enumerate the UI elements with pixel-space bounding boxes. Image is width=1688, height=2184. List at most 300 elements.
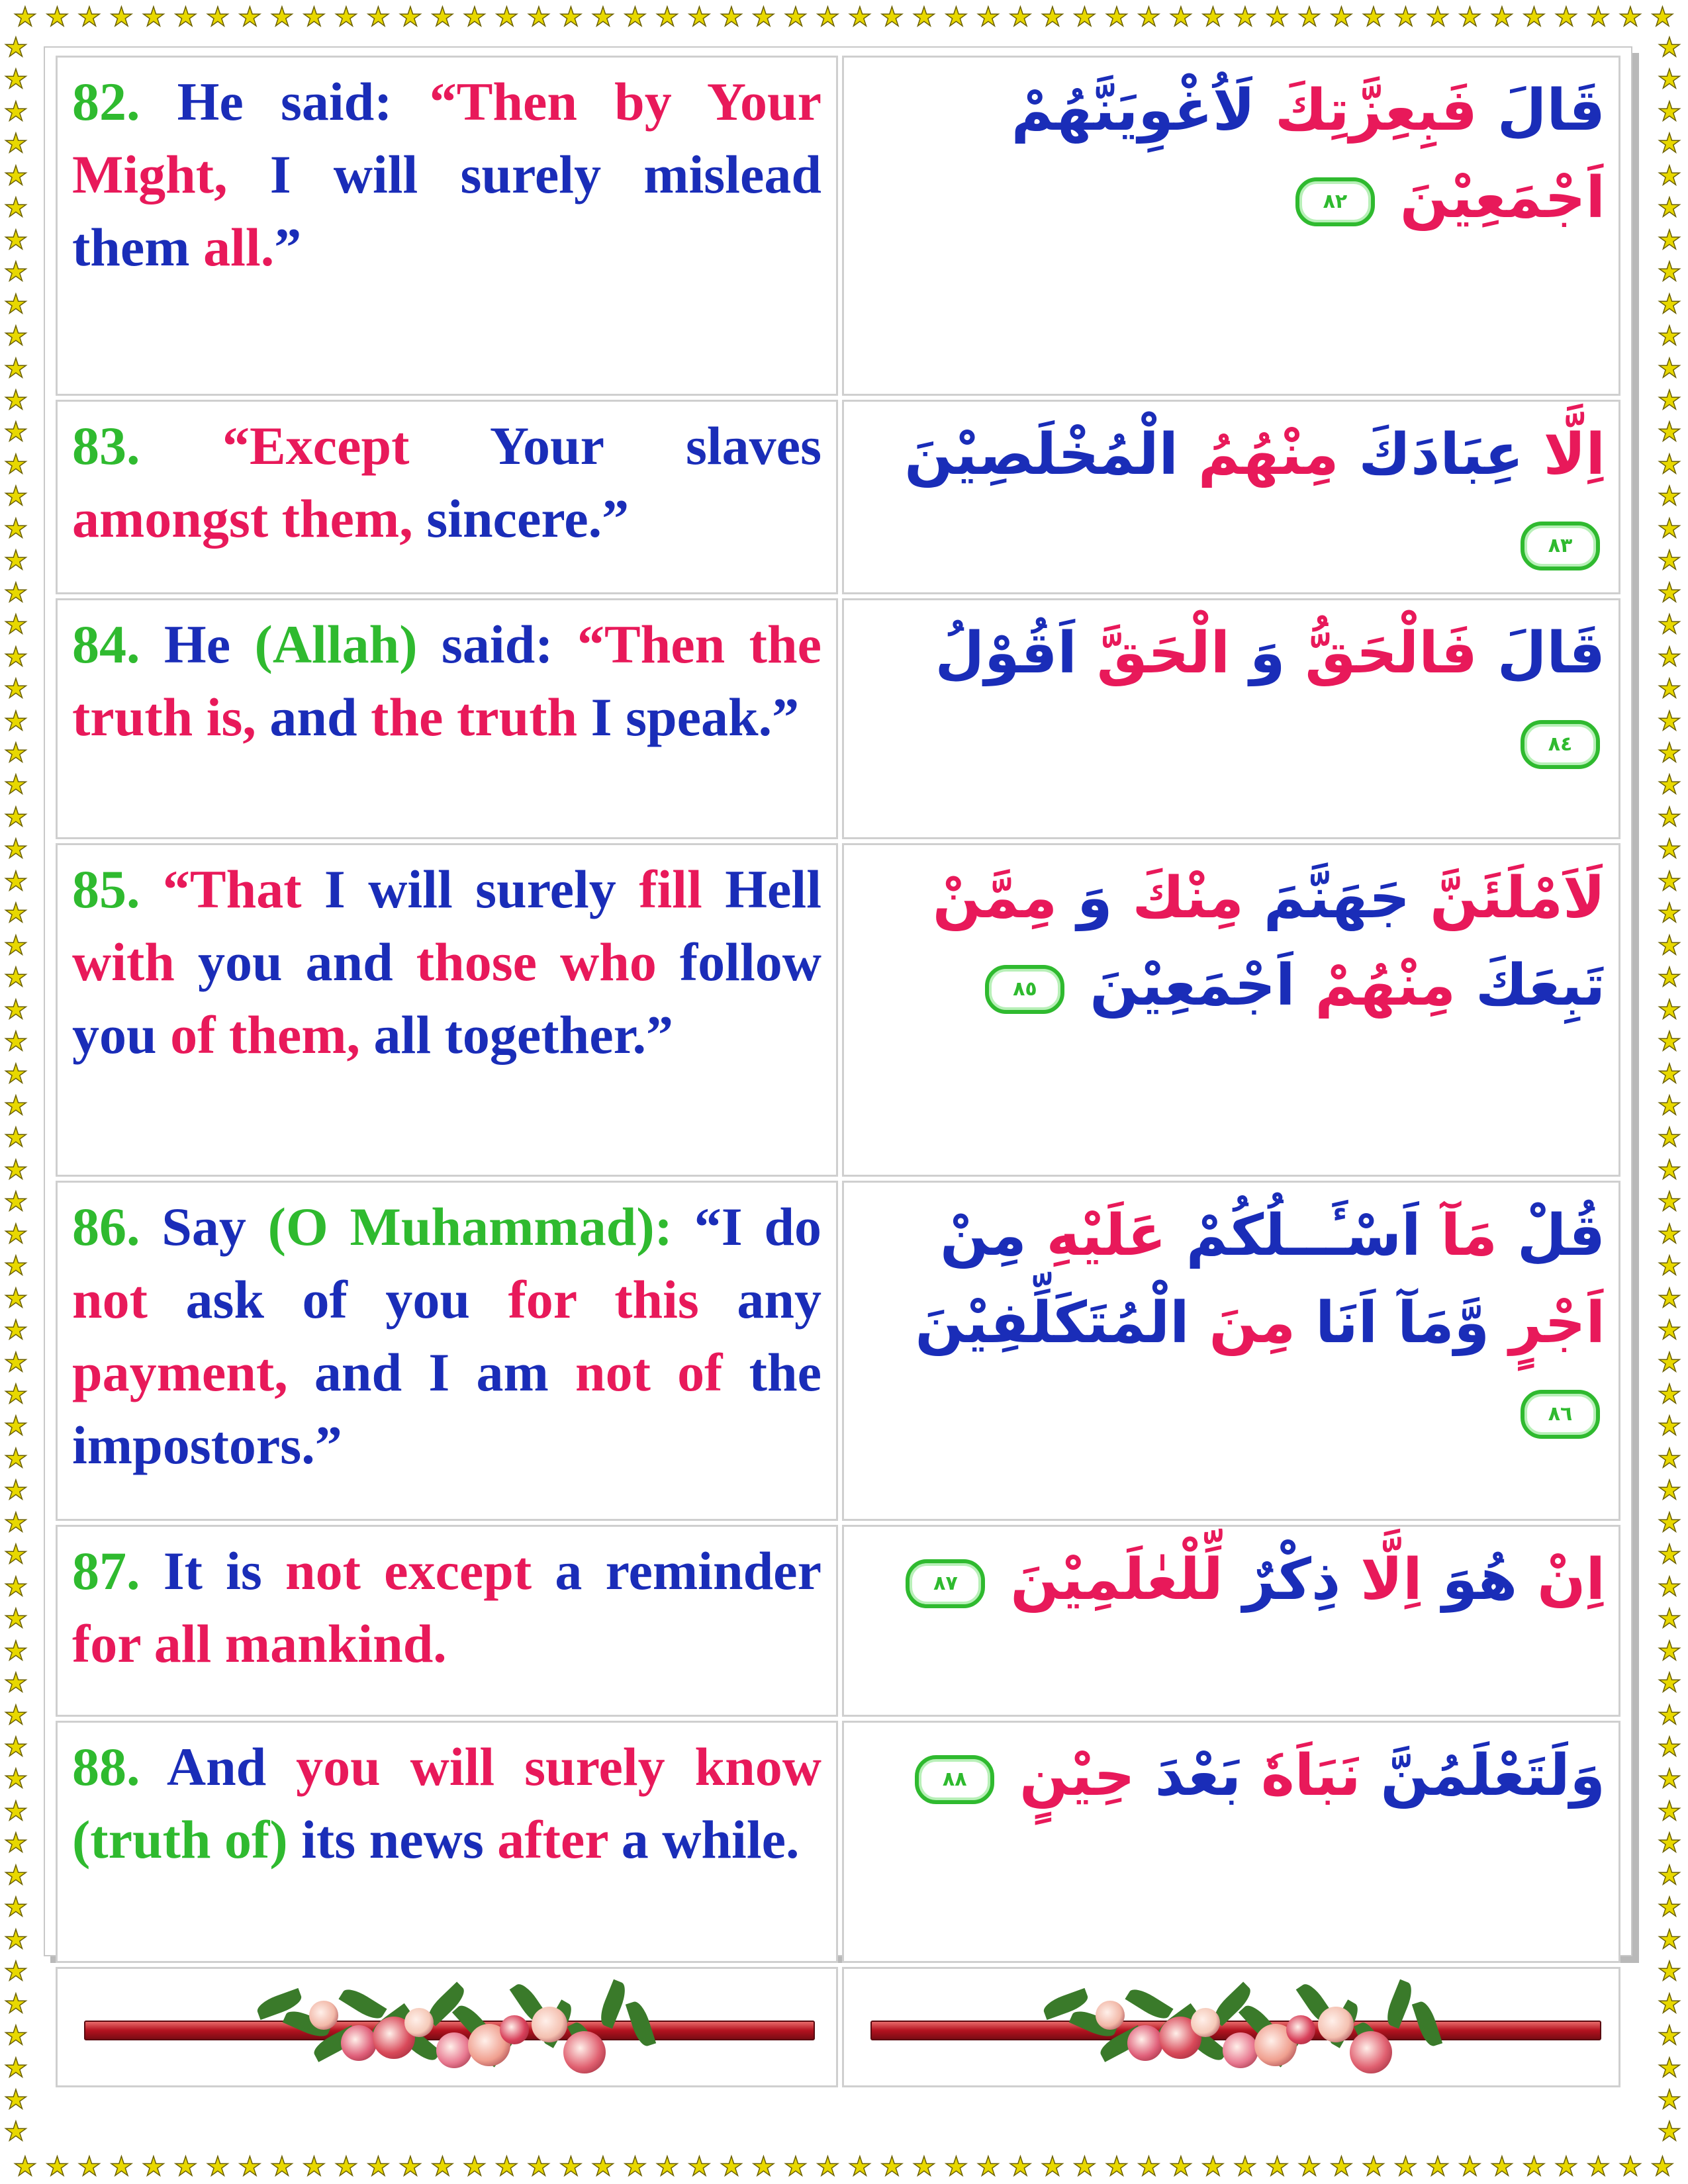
verse-end-marker-icon: ٨٣ <box>1521 522 1600 570</box>
arabic-word: مِنْكَ <box>1112 865 1244 931</box>
translation-segment: “That <box>140 859 324 919</box>
star-icon: ★ <box>1658 128 1681 159</box>
star-icon: ★ <box>109 2 134 32</box>
star-icon: ★ <box>912 2152 936 2181</box>
verse-end-marker-icon: ٨٨ <box>915 1755 994 1804</box>
translation-segment: all. <box>203 217 275 277</box>
star-icon: ★ <box>1658 1315 1681 1345</box>
star-icon: ★ <box>4 417 28 447</box>
arabic-verse <box>842 843 1620 1177</box>
star-icon: ★ <box>4 994 28 1024</box>
star-icon: ★ <box>976 2152 1000 2181</box>
star-icon: ★ <box>270 2152 294 2181</box>
star-icon: ★ <box>1658 257 1681 287</box>
arabic-word: مِنْهُمُ <box>1178 422 1339 488</box>
translation-segment: of them, <box>170 1005 361 1065</box>
translation-segment: for all mankind. <box>72 1614 447 1674</box>
translation-segment: not except <box>285 1541 532 1601</box>
star-icon: ★ <box>366 2152 391 2181</box>
translation-segment: after <box>497 1809 608 1870</box>
star-icon: ★ <box>1658 160 1681 191</box>
arabic-word: اَسْـَٔــلُكُمْ <box>1166 1203 1421 1269</box>
verse-number: 84. <box>72 614 140 674</box>
translation-segment: Say <box>140 1197 268 1257</box>
translation-segment: sincere.” <box>412 488 630 549</box>
arabic-word: الْحَقَّ <box>1076 620 1231 686</box>
star-icon: ★ <box>238 2 262 32</box>
star-icon: ★ <box>848 2152 872 2181</box>
arabic-word: مِنْ <box>940 1203 1027 1269</box>
star-icon: ★ <box>1658 1604 1681 1634</box>
star-icon: ★ <box>4 96 28 126</box>
rose-icon <box>341 2025 377 2061</box>
translation-segment: with <box>72 932 198 992</box>
star-icon: ★ <box>1658 193 1681 223</box>
star-icon: ★ <box>1297 2152 1321 2181</box>
translation-segment: It is <box>140 1541 285 1601</box>
star-icon: ★ <box>4 257 28 287</box>
translation-segment: its news <box>287 1809 498 1870</box>
arabic-word: قَالَ <box>1477 620 1605 686</box>
arabic-verse <box>842 1525 1620 1717</box>
verse-number: 87. <box>72 1541 140 1601</box>
star-icon: ★ <box>1658 353 1681 383</box>
star-icon: ★ <box>4 1796 28 1826</box>
star-icon: ★ <box>944 2 968 32</box>
star-icon: ★ <box>173 2152 198 2181</box>
star-icon: ★ <box>4 481 28 512</box>
star-icon: ★ <box>1650 2 1675 32</box>
star-icon: ★ <box>1618 2 1642 32</box>
star-icon: ★ <box>399 2 422 32</box>
star-icon: ★ <box>1658 1668 1681 1698</box>
translation-segment: ” <box>274 217 302 277</box>
star-icon: ★ <box>430 2152 455 2181</box>
star-icon: ★ <box>4 321 28 351</box>
star-icon: ★ <box>4 1860 28 1890</box>
arabic-word: مِنْهُمْ <box>1295 952 1456 1019</box>
star-icon: ★ <box>1658 1796 1681 1826</box>
star-icon: ★ <box>1362 2 1385 32</box>
arabic-word: اِلَّا <box>1523 422 1605 488</box>
star-icon: ★ <box>4 641 28 672</box>
star-icon: ★ <box>1658 417 1681 447</box>
arabic-word: بَعْدَ <box>1135 1743 1242 1809</box>
star-icon: ★ <box>4 1122 28 1153</box>
star-border-left <box>4 34 28 2146</box>
arabic-word: نَبَاَهٗ <box>1241 1743 1361 1809</box>
star-icon: ★ <box>1137 2152 1161 2181</box>
star-icon: ★ <box>4 674 28 704</box>
star-icon: ★ <box>1658 1283 1681 1313</box>
star-icon: ★ <box>1658 481 1681 512</box>
star-icon: ★ <box>366 2 391 32</box>
star-icon: ★ <box>1393 2 1418 32</box>
translation-segment: said: <box>417 614 577 674</box>
star-icon: ★ <box>4 545 28 576</box>
translation-segment: (truth of) <box>72 1809 288 1870</box>
arabic-word: حِيْنٍ <box>1000 1743 1135 1809</box>
star-icon: ★ <box>4 1635 28 1666</box>
star-icon: ★ <box>1658 1154 1681 1185</box>
star-icon: ★ <box>4 1732 28 1762</box>
star-icon: ★ <box>109 2152 134 2181</box>
star-icon: ★ <box>1329 2152 1354 2181</box>
star-icon: ★ <box>4 1283 28 1313</box>
star-border-bottom <box>13 2154 1675 2180</box>
verse-end-marker-icon: ٨٢ <box>1295 177 1375 226</box>
star-icon: ★ <box>1658 1026 1681 1057</box>
star-icon: ★ <box>4 224 28 255</box>
star-icon: ★ <box>1522 2152 1546 2181</box>
star-icon: ★ <box>4 1764 28 1794</box>
star-icon: ★ <box>976 2 1000 32</box>
star-icon: ★ <box>463 2152 487 2181</box>
arabic-word: قَالَ <box>1477 77 1605 144</box>
star-icon: ★ <box>4 1700 28 1730</box>
verse-end-marker-icon: ٨٦ <box>1521 1390 1600 1439</box>
rose-icon <box>404 2008 434 2037</box>
star-icon: ★ <box>1658 930 1681 960</box>
star-icon: ★ <box>1658 96 1681 126</box>
star-icon: ★ <box>142 2152 165 2181</box>
star-icon: ★ <box>4 770 28 800</box>
star-icon: ★ <box>4 1604 28 1634</box>
arabic-word: اِلَّا <box>1340 1547 1423 1613</box>
star-icon: ★ <box>944 2152 968 2181</box>
star-icon: ★ <box>784 2152 808 2181</box>
star-icon: ★ <box>591 2152 615 2181</box>
star-icon: ★ <box>4 160 28 191</box>
translation-segment: payment, <box>72 1342 288 1402</box>
star-icon: ★ <box>1658 1571 1681 1602</box>
arabic-word: لَاُغْوِيَنَّهُمْ <box>1011 77 1256 144</box>
verse-row <box>56 598 1620 839</box>
rose-icon <box>1286 2015 1315 2044</box>
translation-segment: and <box>256 687 371 747</box>
star-icon: ★ <box>720 2152 743 2181</box>
star-icon: ★ <box>1554 2152 1578 2181</box>
star-icon: ★ <box>4 834 28 864</box>
star-icon: ★ <box>4 1924 28 1954</box>
star-icon: ★ <box>4 1988 28 2019</box>
star-icon: ★ <box>1658 224 1681 255</box>
star-icon: ★ <box>816 2 840 32</box>
star-icon: ★ <box>302 2152 326 2181</box>
star-icon: ★ <box>1658 1988 1681 2019</box>
star-icon: ★ <box>1658 545 1681 576</box>
verse-number: 88. <box>72 1737 140 1797</box>
star-icon: ★ <box>4 2116 28 2147</box>
star-icon: ★ <box>334 2 358 32</box>
translation-segment: you and <box>197 932 416 992</box>
star-icon: ★ <box>751 2152 776 2181</box>
star-icon: ★ <box>1105 2152 1129 2181</box>
translation-segment: for this <box>508 1269 737 1330</box>
star-icon: ★ <box>687 2152 712 2181</box>
leaf-icon <box>338 1984 387 2023</box>
translation-segment: amongst them, <box>72 488 413 549</box>
star-icon: ★ <box>430 2 455 32</box>
star-icon: ★ <box>1658 834 1681 864</box>
star-icon: ★ <box>591 2 615 32</box>
translation-segment: (Allah) <box>254 614 418 674</box>
star-icon: ★ <box>4 64 28 95</box>
star-icon: ★ <box>1658 1732 1681 1762</box>
arabic-word: اَجْمَعِيْنَ <box>1380 165 1605 231</box>
star-icon: ★ <box>1658 962 1681 993</box>
english-translation <box>56 598 838 839</box>
translation-segment: Your slaves <box>489 416 821 476</box>
translation-segment: Hell <box>725 859 821 919</box>
english-translation <box>56 1525 838 1717</box>
star-icon: ★ <box>4 353 28 383</box>
star-icon: ★ <box>720 2 743 32</box>
arabic-verse <box>842 56 1620 396</box>
rose-icon <box>1223 2032 1258 2068</box>
translation-segment: not of <box>575 1342 749 1402</box>
star-icon: ★ <box>270 2 294 32</box>
star-icon: ★ <box>527 2 551 32</box>
translation-segment: the truth <box>371 687 578 747</box>
star-icon: ★ <box>4 610 28 640</box>
arabic-verse <box>842 1721 1620 1963</box>
star-icon: ★ <box>4 962 28 993</box>
arabic-word: وَ <box>1057 865 1113 931</box>
star-icon: ★ <box>655 2152 679 2181</box>
star-icon: ★ <box>142 2 165 32</box>
star-icon: ★ <box>1329 2 1354 32</box>
star-icon: ★ <box>1393 2152 1418 2181</box>
star-icon: ★ <box>1658 1507 1681 1537</box>
star-icon: ★ <box>4 737 28 768</box>
star-icon: ★ <box>4 2052 28 2083</box>
star-icon: ★ <box>45 2 70 32</box>
star-icon: ★ <box>1072 2152 1097 2181</box>
star-icon: ★ <box>1490 2 1514 32</box>
star-border-top <box>13 4 1675 30</box>
star-icon: ★ <box>751 2 776 32</box>
star-icon: ★ <box>4 866 28 896</box>
star-icon: ★ <box>1658 1122 1681 1153</box>
star-icon: ★ <box>1362 2152 1385 2181</box>
star-icon: ★ <box>1658 449 1681 479</box>
star-icon: ★ <box>4 449 28 479</box>
english-translation <box>56 1721 838 1963</box>
star-icon: ★ <box>77 2 101 32</box>
translation-segment: any <box>737 1269 821 1330</box>
verse-row <box>56 1525 1620 1717</box>
arabic-word: هُوَ <box>1422 1547 1518 1613</box>
star-icon: ★ <box>1008 2152 1033 2181</box>
star-icon: ★ <box>559 2152 583 2181</box>
rose-icon <box>436 2032 472 2068</box>
english-translation <box>56 400 838 594</box>
star-icon: ★ <box>1658 1251 1681 1281</box>
star-icon: ★ <box>1658 1635 1681 1666</box>
rose-icon <box>1318 2007 1354 2042</box>
star-icon: ★ <box>687 2 712 32</box>
star-icon: ★ <box>1658 64 1681 95</box>
rose-icon <box>309 2001 338 2030</box>
star-icon: ★ <box>1658 2021 1681 2051</box>
verse-table <box>52 52 1624 2091</box>
star-icon: ★ <box>1658 898 1681 929</box>
star-icon: ★ <box>4 1315 28 1345</box>
star-icon: ★ <box>623 2152 647 2181</box>
star-icon: ★ <box>4 930 28 960</box>
arabic-word: عِبَادَكَ <box>1338 422 1524 488</box>
star-icon: ★ <box>4 1187 28 1217</box>
rose-icon <box>1127 2025 1163 2061</box>
verse-end-marker-icon: ٨٧ <box>906 1559 985 1608</box>
star-icon: ★ <box>1658 1379 1681 1410</box>
arabic-verse <box>842 598 1620 839</box>
star-icon: ★ <box>1201 2152 1225 2181</box>
star-icon: ★ <box>1658 674 1681 704</box>
star-icon: ★ <box>1426 2 1450 32</box>
star-icon: ★ <box>173 2 198 32</box>
star-icon: ★ <box>4 1411 28 1441</box>
star-icon: ★ <box>1490 2152 1514 2181</box>
star-icon: ★ <box>494 2 519 32</box>
arabic-verse <box>842 400 1620 594</box>
verse-row <box>56 56 1620 396</box>
rose-icon <box>1191 2008 1220 2037</box>
star-icon: ★ <box>848 2 872 32</box>
arabic-word: مَآ <box>1421 1203 1497 1269</box>
english-translation <box>56 1181 838 1521</box>
star-icon: ★ <box>880 2 904 32</box>
star-icon: ★ <box>1658 610 1681 640</box>
star-icon: ★ <box>4 385 28 415</box>
translation-segment: a while. <box>608 1809 800 1870</box>
star-icon: ★ <box>1233 2 1257 32</box>
rose-icon <box>1350 2031 1392 2073</box>
star-icon: ★ <box>4 1379 28 1410</box>
ornament-row <box>56 1967 1620 2087</box>
english-translation <box>56 843 838 1177</box>
star-icon: ★ <box>4 1154 28 1185</box>
star-icon: ★ <box>13 2 37 32</box>
translation-segment: not <box>72 1269 186 1330</box>
arabic-word: الْمُخْلَصِيْنَ <box>904 422 1178 488</box>
star-icon: ★ <box>1265 2152 1289 2181</box>
star-icon: ★ <box>4 513 28 543</box>
arabic-word: فَبِعِزَّتِكَ <box>1255 77 1477 144</box>
star-icon: ★ <box>1658 1956 1681 1987</box>
star-icon: ★ <box>4 1956 28 1987</box>
arabic-word: عَلَيْهِ <box>1026 1203 1166 1269</box>
star-icon: ★ <box>1458 2152 1482 2181</box>
star-icon: ★ <box>206 2 230 32</box>
star-icon: ★ <box>1658 737 1681 768</box>
star-icon: ★ <box>1658 1218 1681 1249</box>
star-icon: ★ <box>4 1251 28 1281</box>
translation-segment: fill <box>639 859 726 919</box>
star-icon: ★ <box>4 1090 28 1120</box>
star-icon: ★ <box>4 1475 28 1506</box>
star-icon: ★ <box>302 2 326 32</box>
star-icon: ★ <box>1658 1892 1681 1923</box>
star-icon: ★ <box>784 2 808 32</box>
arabic-word: اِنْ <box>1517 1547 1605 1613</box>
star-icon: ★ <box>1658 32 1681 62</box>
ornament-right <box>842 1967 1620 2087</box>
translation-segment: follow you <box>72 932 821 1065</box>
star-icon: ★ <box>4 801 28 832</box>
translation-segment: “I do <box>672 1197 821 1257</box>
star-icon: ★ <box>1426 2152 1450 2181</box>
star-icon: ★ <box>1586 2152 1611 2181</box>
star-icon: ★ <box>4 1443 28 1473</box>
star-icon: ★ <box>1658 577 1681 608</box>
verse-number: 85. <box>72 859 140 919</box>
star-icon: ★ <box>494 2152 519 2181</box>
star-icon: ★ <box>4 1892 28 1923</box>
star-icon: ★ <box>4 1507 28 1537</box>
translation-segment: (O Muhammad): <box>267 1197 673 1257</box>
star-icon: ★ <box>1618 2152 1642 2181</box>
star-icon: ★ <box>4 1571 28 1602</box>
star-icon: ★ <box>1658 1187 1681 1217</box>
star-icon: ★ <box>4 1026 28 1057</box>
star-icon: ★ <box>1658 1443 1681 1473</box>
verse-number: 83. <box>72 416 140 476</box>
star-icon: ★ <box>1658 1090 1681 1120</box>
arabic-word: وَّمَآ <box>1378 1290 1490 1356</box>
rose-icon <box>563 2031 606 2073</box>
star-icon: ★ <box>527 2152 551 2181</box>
verse-end-marker-icon: ٨٥ <box>985 965 1064 1014</box>
star-icon: ★ <box>623 2 647 32</box>
star-icon: ★ <box>45 2152 70 2181</box>
verse-row <box>56 843 1620 1177</box>
star-icon: ★ <box>655 2 679 32</box>
translation-segment: “Then by Your Might, <box>72 71 821 205</box>
translation-segment: all together.” <box>360 1005 673 1065</box>
star-icon: ★ <box>1658 1764 1681 1794</box>
star-icon: ★ <box>1105 2 1129 32</box>
arabic-word: اَقُوْلُ <box>935 620 1077 686</box>
translation-segment: I will surely mislead them <box>72 144 821 277</box>
translation-segment: He <box>140 614 255 674</box>
star-icon: ★ <box>13 2152 37 2181</box>
star-icon: ★ <box>4 2021 28 2051</box>
arabic-word: قُلْ <box>1497 1203 1605 1269</box>
star-icon: ★ <box>4 705 28 736</box>
star-icon: ★ <box>1658 1828 1681 1858</box>
translation-segment: I will surely <box>324 859 639 919</box>
translation-segment: “Then the truth is, <box>72 614 821 747</box>
star-icon: ★ <box>1658 1058 1681 1089</box>
star-icon: ★ <box>1658 385 1681 415</box>
rose-icon <box>1096 2001 1125 2030</box>
star-icon: ★ <box>1658 1475 1681 1506</box>
star-icon: ★ <box>4 1539 28 1570</box>
star-icon: ★ <box>559 2 583 32</box>
verse-number: 86. <box>72 1197 140 1257</box>
star-icon: ★ <box>1658 866 1681 896</box>
arabic-word: مِمَّنْ <box>932 865 1058 931</box>
ornament-left <box>56 1967 838 2087</box>
verse-row <box>56 1721 1620 1963</box>
star-icon: ★ <box>1201 2 1225 32</box>
arabic-word: ذِكْرٌ <box>1223 1547 1341 1613</box>
translation-segment: the impostors.” <box>72 1342 821 1475</box>
star-icon: ★ <box>4 1218 28 1249</box>
star-icon: ★ <box>4 1828 28 1858</box>
